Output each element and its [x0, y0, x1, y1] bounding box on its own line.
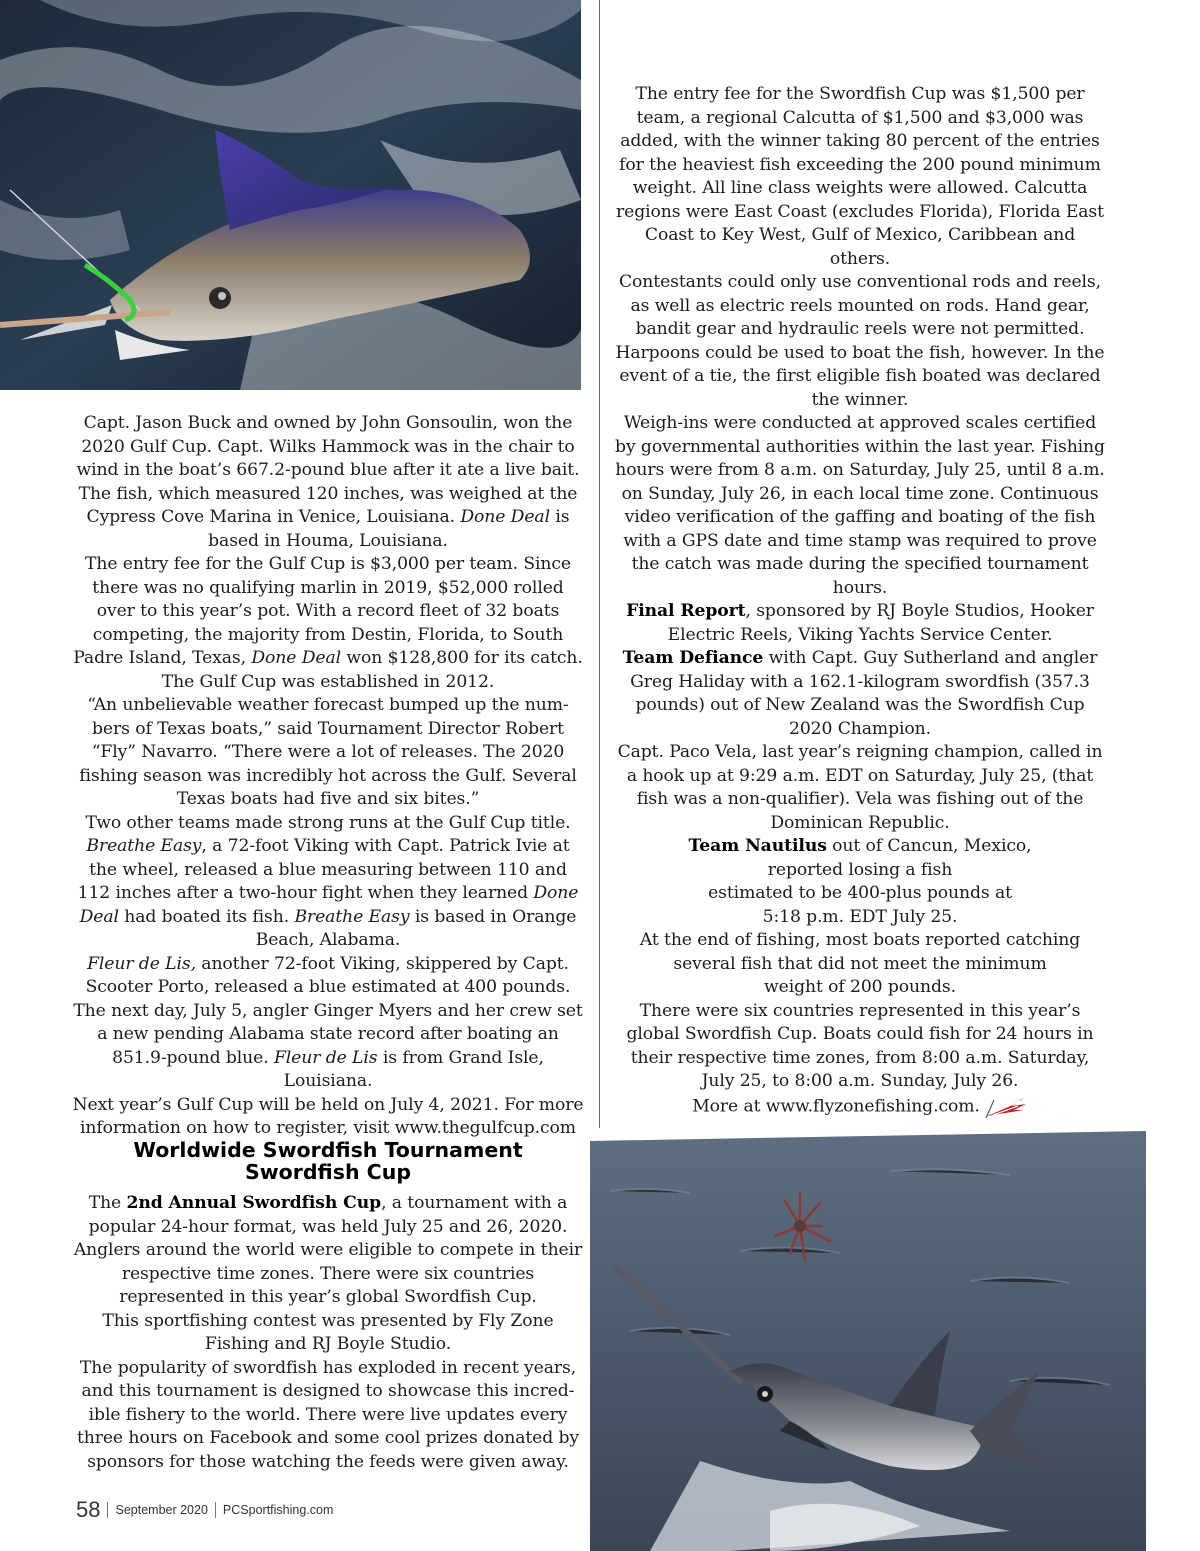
swordfish-paragraph-1: The 2nd Annual Swordfish Cup, a tournament with a popular 24-hour format, was held July 25 and 26, 2020. Anglers around the world were eligible to compete in their respective time zones. There were six countries represented in this year’s global Swordfish Cup.	[73, 1193, 583, 1307]
more-info-paragraph	[614, 1094, 1106, 1120]
heading-line-2: Swordfish Cup	[244, 1160, 411, 1184]
final-report-paragraph: Final Report, sponsored by RJ Boyle Studios, Hooker Electric Reels, Viking Yachts Service Center.	[626, 601, 1094, 645]
entry-fee-paragraph: The entry fee for the Swordfish Cup was $1,500 per team, a regional Calcutta of $1,500 and $3,000 was added, with the winner taking 80 percent of the entries for the heaviest fish exceeding the 200 pound minimum weight. All line class weights were allowed. Calcutta regions were East Coast (excludes Florida), Florida East Coast to Key West, Gulf of Mexico, Caribbean and others.	[616, 84, 1104, 269]
rules-paragraph: Contestants could only use conventional rods and reels, as well as electric reels mounted on rods. Hand gear, bandit gear and hydraulic reels were not permitted. Harpoons could be used to boat the fish, however. In the event of a tie, the first eligible fish boated was declared the winner.	[615, 272, 1105, 410]
swordfish-paragraph-2: This sportfishing contest was presented by Fly Zone Fishing and RJ Boyle Studio.	[102, 1310, 554, 1354]
page-number: 58	[76, 1497, 101, 1522]
marlin-boatside-photo	[0, 0, 581, 390]
heading-line-1: Worldwide Swordfish Tournament	[133, 1138, 523, 1162]
pennant-flag-icon	[984, 1094, 1028, 1120]
site-name: PCSportfishing.com	[222, 1503, 334, 1517]
swordfish-paragraph-3: The popularity of swordfish has exploded in recent years, and this tournament is designed to showcase this incredible fishery to the world. There were live updates every three hours on Facebook and some cool prizes donated by sponsors for those watching the feeds were given away.	[76, 1357, 580, 1472]
left-column	[72, 412, 584, 1141]
gulf-cup-paragraph-6: Next year’s Gulf Cup will be held on July 4, 2021. For more information on how to register, visit www.thegulfcup.com	[72, 1094, 584, 1138]
gulf-cup-paragraph-5: Fleur de Lis, another 72-foot Viking, skippered by Capt. Scooter Porto, released a blue estimated at 400 pounds. The next day, July 5, angler Ginger Myers and her crew set a new pending Alabama state record after boating an 851.9-pound blue. Fleur de Lis is from Grand Isle, Louisiana.	[73, 953, 583, 1091]
swordfish-cup-intro	[72, 1192, 584, 1474]
countries-paragraph: There were six countries represented in this year’s global Swordfish Cup. Boats could fish for 24 hours in their respective time zones, from 8:00 a.m. Saturday, July 25, to 8:00 a.m. Sunday, July 26.	[626, 1000, 1094, 1091]
more-info-link[interactable]: More at www.flyzonefishing.com.	[692, 1096, 980, 1116]
column-divider	[599, 0, 600, 1128]
team-nautilus-paragraph: Team Nautilus out of Cancun, Mexico, reported losing a fish estimated to be 400-plus pounds at 5:18 p.m. EDT July 25.	[688, 836, 1032, 927]
end-of-fishing-paragraph: At the end of fishing, most boats reported catching several fish that did not meet the minimum weight of 200 pounds.	[639, 930, 1081, 997]
gulf-cup-quote: “An unbelievable weather forecast bumped up the numbers of Texas boats,” said Tournament Director Robert “Fly” Navarro. “There were a lot of releases. The 2020 fishing season was incredibly hot across the Gulf. Several Texas boats had five and six bites.”	[79, 695, 577, 809]
team-defiance-paragraph: Team Defiance with Capt. Guy Sutherland and angler Greg Haliday with a 162.1-kilogram swordfish (357.3 pounds) out of New Zealand was the Swordfish Cup 2020 Champion.	[622, 648, 1098, 739]
section-heading	[72, 1139, 584, 1183]
weigh-in-paragraph: Weigh-ins were conducted at approved scales certified by governmental authorities within the last year. Fishing hours were from 8 a.m. on Saturday, July 25, until 8 a.m. on Sunday, July 26, in each local time zone. Continuous video verification of the gaffing and boating of the fish with a GPS date and time stamp was required to prove the catch was made during the specified tournament hours.	[615, 413, 1105, 598]
page-footer	[76, 1497, 333, 1523]
footer-divider	[107, 1502, 108, 1518]
footer-divider	[215, 1502, 216, 1518]
right-column	[614, 83, 1106, 1120]
gulf-cup-paragraph-4: Two other teams made strong runs at the Gulf Cup title. Breathe Easy, a 72-foot Viking with Capt. Patrick Ivie at the wheel, released a blue measuring between 110 and 112 inches after a two-hour fight when they learned Done Deal had boated its fish. Breathe Easy is based in Orange Beach, Alabama.	[77, 812, 579, 950]
leaping-swordfish-photo	[590, 1131, 1146, 1551]
gulf-cup-paragraph-1: Capt. Jason Buck and owned by John Gonsoulin, won the 2020 Gulf Cup. Capt. Wilks Hammock was in the chair to wind in the boat’s 667.2-pound blue after it ate a live bait. The fish, which measured 120 inches, was weighed at the Cypress Cove Marina in Venice, Louisiana. Done Deal is based in Houma, Louisiana.	[76, 413, 580, 551]
issue-date: September 2020	[115, 1503, 208, 1517]
paco-vela-paragraph: Capt. Paco Vela, last year’s reigning champion, called in a hook up at 9:29 a.m. EDT on Saturday, July 25, (that fish was a non-qualifier). Vela was fishing out of the Dominican Republic.	[617, 742, 1103, 833]
gulf-cup-paragraph-2: The entry fee for the Gulf Cup is $3,000 per team. Since there was no qualifying marlin in 2019, $52,000 rolled over to this year’s pot. With a record fleet of 32 boats competing, the majority from Destin, Florida, to South Padre Island, Texas, Done Deal won $128,800 for its catch. The Gulf Cup was established in 2012.	[73, 554, 583, 692]
